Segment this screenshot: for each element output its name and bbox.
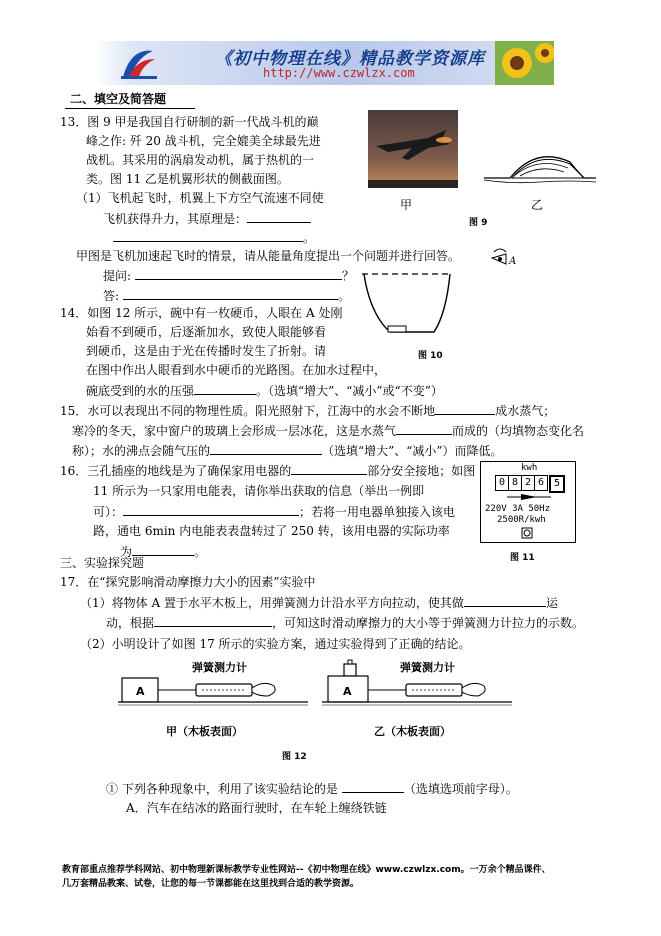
- fig9-label-b: 乙: [531, 198, 544, 212]
- q17-basis-blank[interactable]: [154, 614, 272, 627]
- section-heading-experiment: 三、实验探究题: [60, 556, 145, 570]
- meter-dial-icon: [507, 493, 551, 501]
- meter-unit: kwh: [521, 463, 538, 473]
- left-caption: 甲（木板表面）: [166, 725, 243, 738]
- meter-symbol-icon: [521, 527, 533, 539]
- q13-principle-blank-2[interactable]: [113, 229, 303, 242]
- q15-line2: 寒冷的冬天，家中窗户的玻璃上会形成一层冰花，这是水蒸气 而成的（均填物态变化名: [72, 424, 585, 438]
- sunflower-icon: [495, 41, 554, 85]
- meter-rating: 220V 3A 50Hz: [485, 504, 551, 514]
- q15-line1: 15．水可以表现出不同的物理性质。阳光照射下，江海中的水会不断地 成水蒸气；: [60, 404, 556, 418]
- ask-label: 提问:: [103, 269, 132, 283]
- fig9-label-a: 甲: [400, 198, 413, 212]
- q16-line4: 路，通电 6min 内电能表表盘转过了 250 转，该用电器的实际功率: [93, 524, 450, 538]
- heading-divider: [65, 108, 195, 109]
- meter-digit: 6: [535, 475, 548, 491]
- q13-line4: 类。图 11 乙是机翼形状的侧截面图。: [86, 172, 289, 186]
- q14-line1: 14．如图 12 所示，碗中有一枚硬币，人眼在 A 处刚: [60, 306, 343, 320]
- q17-option-a: A．汽车在结冰的路面行驶时，在车轮上缠绕铁链: [126, 801, 387, 815]
- left-block-label: A: [136, 685, 145, 698]
- banner-url[interactable]: http://www.czwlzx.com: [263, 66, 415, 80]
- right-spring-label: 弹簧测力计: [400, 661, 455, 674]
- banner-title: 《初中物理在线》精品教学资源库: [215, 49, 485, 69]
- q13-line2: 峰之作: 歼 20 战斗机，完全媲美全球最先进: [86, 134, 321, 148]
- meter-digit: 8: [509, 475, 522, 491]
- q16-line5: 为 。: [120, 545, 207, 559]
- q13-sub1-period: 。: [113, 229, 315, 247]
- header-banner: [95, 41, 554, 85]
- q17-choice-blank[interactable]: [342, 780, 404, 793]
- q16-line2: 11 所示为一只家用电能表，请你举出获取的信息（举出一例即: [93, 484, 425, 498]
- meter-digit: 2: [522, 475, 535, 491]
- eye-label: A: [509, 256, 517, 267]
- fig11-caption: 图 11: [510, 553, 535, 563]
- q13-sub1-text: 飞机获得升力，其原理是：: [103, 212, 248, 226]
- eye-icon: [492, 249, 506, 264]
- q13-principle-blank[interactable]: [247, 210, 311, 223]
- q17-sub1-line2: 动，根据 ，可知这时滑动摩擦力的大小等于弹簧测力计拉力的示数。: [106, 616, 585, 630]
- left-spring-label: 弹簧测力计: [192, 661, 247, 674]
- fighter-jet-photo: [368, 110, 458, 188]
- wing-cross-section: [480, 140, 600, 188]
- q17-item1: ① 下列各种现象中，利用了该实验结论的是 （选填选项前字母）。: [106, 782, 518, 796]
- meter-digit: 5: [549, 475, 565, 493]
- q17-sub1-line1: （1）将物体 A 置于水平木板上，用弹簧测力计沿水平方向拉动，使其做 运: [80, 596, 558, 610]
- q13-sub1-line2: [103, 210, 311, 228]
- q13-sub1-line1: （1）飞机起飞时，机翼上下方空气流速不同使: [76, 191, 324, 205]
- fig9-caption: 图 9: [469, 218, 488, 228]
- q17-sub2-line1: （2）小明设计了如图 17 所示的实验方案，通过实验得到了正确的结论。: [80, 637, 471, 651]
- answer-blank[interactable]: [123, 287, 338, 300]
- q14-line4: 在图中作出人眼看到水中硬币的光路图。在加水过程中，: [86, 363, 387, 377]
- q13-paragraph: 甲图是飞机加速起飞时的情景，请从能量角度提出一个问题并进行回答。: [76, 249, 461, 263]
- q13-line3: 战机。其采用的涡扇发动机，属于热机的一: [86, 153, 315, 167]
- fig12-caption: 图 12: [282, 752, 307, 762]
- right-caption: 乙（木板表面）: [374, 725, 451, 738]
- q14-line5: 碗底受到的水的压强 。（选填“增大”、“减小”或“不变”）: [86, 384, 443, 398]
- bowl-diagram: [360, 248, 520, 348]
- q14-pressure-blank[interactable]: [194, 382, 256, 395]
- electricity-meter: [480, 461, 576, 543]
- section-heading-fill-in: 二、填空及简答题: [70, 92, 167, 106]
- footer-line2: 几万套精品教案、试卷，让您的每一节课都能在这里找到合适的教学资源。: [62, 879, 360, 889]
- q13-answer-line: 答: 。: [103, 289, 351, 303]
- right-block-label: A: [343, 685, 352, 698]
- q15-line3: 称）；水的沸点会随气压的 （选填“增大”、“减小”）而降低。: [72, 444, 503, 458]
- meter-digit-row: [495, 475, 565, 493]
- q16-blank-1[interactable]: [291, 462, 367, 475]
- q15-blank-3[interactable]: [210, 442, 322, 455]
- answer-label: 答:: [103, 289, 120, 303]
- q16-line3: 可）： ；若将一用电器单独接入该电: [93, 505, 456, 519]
- q16-blank-2[interactable]: [123, 503, 299, 516]
- q13-line1: 13．图 9 甲是我国自行研制的新一代战斗机的巅: [60, 115, 319, 129]
- q17-motion-blank[interactable]: [464, 594, 546, 607]
- q17-line1: 17．在“探究影响滑动摩擦力大小的因素”实验中: [60, 575, 316, 589]
- site-logo-icon: [119, 45, 159, 81]
- meter-digit: 0: [495, 475, 509, 491]
- meter-revolutions: 2500R/kwh: [497, 515, 546, 525]
- q14-line2: 始看不到硬币，后逐渐加水，致使人眼能够看: [86, 325, 327, 339]
- q16-line1: 16．三孔插座的地线是为了确保家用电器的 部分安全接地；如图: [60, 464, 476, 478]
- q14-line3: 到硬币，这是由于光在传播时发生了折射。请: [86, 344, 327, 358]
- q15-blank-1[interactable]: [435, 402, 495, 415]
- q13-ask-line: 提问: ？: [103, 269, 355, 283]
- ask-blank[interactable]: [135, 267, 342, 280]
- q15-blank-2[interactable]: [396, 422, 452, 435]
- footer-line1: 教育部重点推荐学科网站、初中物理新课标教学专业性网站--《初中物理在线》www.czwlzx.com。一万余个精品课件、: [62, 865, 551, 875]
- fig10-caption: 图 10: [418, 351, 443, 361]
